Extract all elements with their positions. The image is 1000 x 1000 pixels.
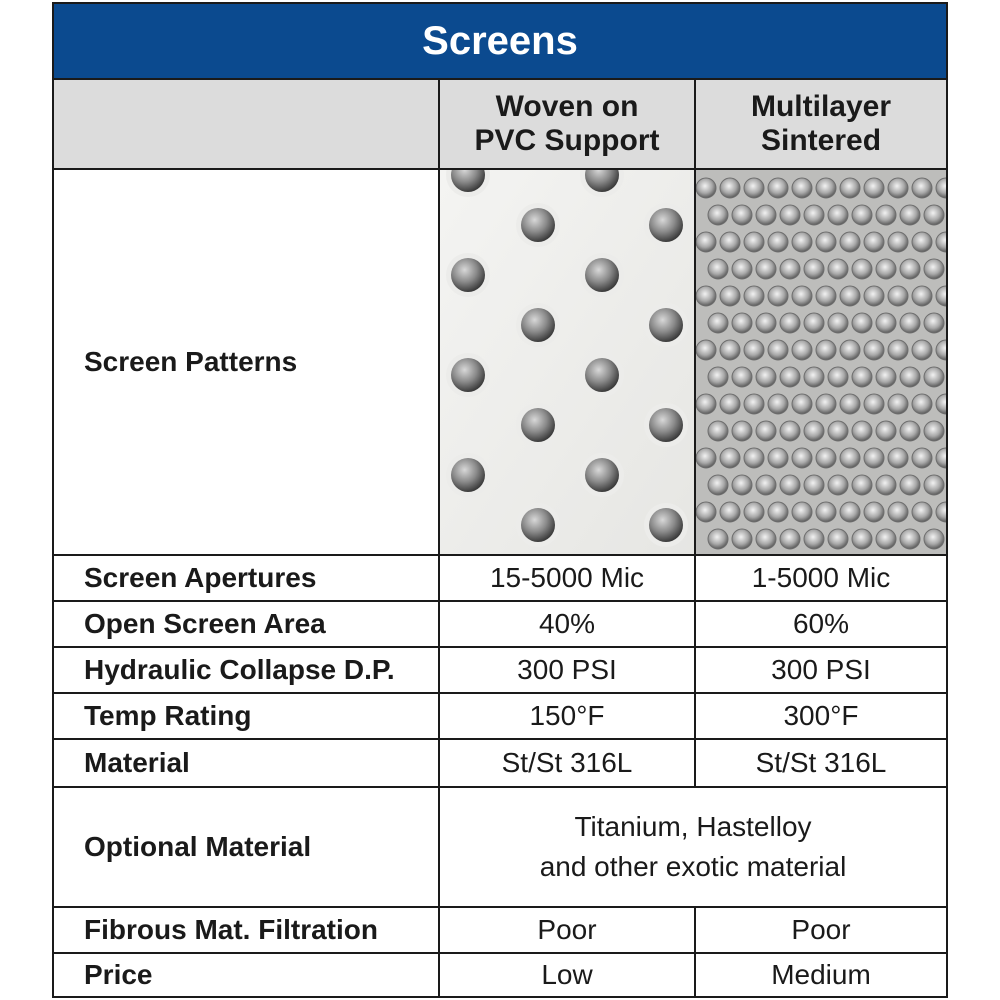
hole — [649, 308, 683, 342]
woven-value: St/St 316L — [440, 740, 696, 786]
mesh-hole — [720, 286, 740, 306]
row-label: Temp Rating — [54, 694, 440, 738]
hole — [521, 208, 555, 242]
mesh-hole — [816, 394, 836, 414]
mesh-hole — [768, 178, 788, 198]
optional-material-line2: and other exotic material — [539, 851, 847, 882]
mesh-hole — [804, 421, 824, 441]
mesh-hole — [696, 502, 716, 522]
mesh-hole — [888, 286, 908, 306]
mesh-hole — [852, 313, 872, 333]
sintered-background — [696, 170, 946, 554]
header-woven-line2: PVC Support — [474, 124, 660, 157]
table-row — [54, 694, 946, 740]
mesh-hole — [852, 421, 872, 441]
mesh-hole — [888, 178, 908, 198]
mesh-hole — [744, 448, 764, 468]
mesh-hole — [792, 448, 812, 468]
mesh-hole — [816, 232, 836, 252]
table-row — [54, 908, 946, 954]
mesh-hole — [864, 448, 884, 468]
header-multilayer — [696, 80, 946, 168]
mesh-hole — [720, 448, 740, 468]
mesh-hole — [744, 286, 764, 306]
mesh-hole — [900, 421, 920, 441]
mesh-hole — [780, 529, 800, 549]
mesh-hole — [708, 205, 728, 225]
mesh-hole — [828, 313, 848, 333]
mesh-hole — [888, 340, 908, 360]
mesh-hole — [816, 286, 836, 306]
mesh-hole — [732, 529, 752, 549]
mesh-hole — [900, 529, 920, 549]
hole — [521, 308, 555, 342]
mesh-hole — [912, 394, 932, 414]
header-multilayer-line1: Multilayer — [750, 90, 892, 123]
row-label: Screen Apertures — [54, 556, 440, 600]
mesh-hole — [744, 340, 764, 360]
mesh-hole — [732, 259, 752, 279]
mesh-hole — [840, 178, 860, 198]
mesh-hole — [780, 259, 800, 279]
sintered-value: Medium — [771, 959, 871, 990]
mesh-hole — [924, 205, 944, 225]
mesh-hole — [804, 313, 824, 333]
sintered-value: 300°F — [783, 700, 859, 731]
mesh-hole — [768, 340, 788, 360]
mesh-hole — [720, 232, 740, 252]
mesh-hole — [744, 178, 764, 198]
mesh-hole — [756, 529, 776, 549]
mesh-hole — [732, 367, 752, 387]
mesh-hole — [900, 313, 920, 333]
mesh-hole — [768, 448, 788, 468]
hole — [649, 208, 683, 242]
mesh-hole — [876, 475, 896, 495]
mesh-hole — [804, 475, 824, 495]
mesh-hole — [888, 394, 908, 414]
mesh-hole — [696, 340, 716, 360]
mesh-hole — [720, 340, 740, 360]
row-label: Optional Material — [54, 788, 440, 906]
mesh-hole — [924, 367, 944, 387]
mesh-hole — [816, 178, 836, 198]
table-row — [54, 602, 946, 648]
mesh-hole — [852, 259, 872, 279]
row-label: Material — [54, 740, 440, 786]
mesh-hole — [840, 340, 860, 360]
mesh-hole — [744, 394, 764, 414]
mesh-hole — [768, 286, 788, 306]
table-row — [54, 556, 946, 602]
hole — [451, 258, 485, 292]
mesh-hole — [876, 421, 896, 441]
mesh-hole — [876, 259, 896, 279]
mesh-hole — [816, 502, 836, 522]
sintered-value: Poor — [791, 914, 851, 945]
hole — [451, 358, 485, 392]
sintered-value: St/St 316L — [755, 747, 887, 778]
mesh-hole — [744, 232, 764, 252]
mesh-hole — [924, 313, 944, 333]
hole — [649, 508, 683, 542]
mesh-hole — [780, 367, 800, 387]
mesh-hole — [888, 448, 908, 468]
row-label: Fibrous Mat. Filtration — [54, 908, 440, 952]
mesh-hole — [756, 367, 776, 387]
header-multilayer-line2: Sintered — [760, 124, 882, 157]
mesh-hole — [876, 529, 896, 549]
mesh-hole — [876, 205, 896, 225]
mesh-hole — [864, 178, 884, 198]
woven-pattern-image — [440, 170, 696, 554]
mesh-hole — [912, 502, 932, 522]
mesh-hole — [852, 205, 872, 225]
mesh-hole — [864, 502, 884, 522]
mesh-hole — [720, 394, 740, 414]
mesh-hole — [780, 205, 800, 225]
mesh-hole — [912, 340, 932, 360]
mesh-hole — [828, 205, 848, 225]
mesh-hole — [888, 232, 908, 252]
mesh-hole — [768, 232, 788, 252]
mesh-hole — [912, 178, 932, 198]
mesh-hole — [900, 475, 920, 495]
mesh-hole — [708, 367, 728, 387]
mesh-hole — [912, 286, 932, 306]
mesh-hole — [804, 259, 824, 279]
mesh-hole — [696, 232, 716, 252]
hole — [585, 458, 619, 492]
hole — [521, 508, 555, 542]
sintered-value: 300 PSI — [771, 654, 871, 685]
mesh-hole — [720, 178, 740, 198]
mesh-hole — [924, 421, 944, 441]
table-row — [54, 954, 946, 996]
mesh-hole — [828, 529, 848, 549]
mesh-hole — [828, 421, 848, 441]
hole — [585, 258, 619, 292]
sintered-value: 60% — [792, 608, 850, 639]
mesh-hole — [840, 448, 860, 468]
mesh-hole — [732, 421, 752, 441]
mesh-hole — [828, 367, 848, 387]
mesh-hole — [720, 502, 740, 522]
optional-material-line1: Titanium, Hastelloy — [574, 811, 812, 842]
mesh-hole — [756, 313, 776, 333]
mesh-hole — [708, 259, 728, 279]
table-row — [54, 170, 946, 556]
mesh-hole — [780, 421, 800, 441]
mesh-hole — [792, 394, 812, 414]
mesh-hole — [924, 529, 944, 549]
mesh-hole — [828, 259, 848, 279]
mesh-hole — [864, 340, 884, 360]
mesh-hole — [696, 286, 716, 306]
woven-value: 15-5000 Mic — [440, 556, 696, 600]
row-label: Open Screen Area — [54, 602, 440, 646]
mesh-hole — [792, 178, 812, 198]
mesh-hole — [780, 313, 800, 333]
mesh-hole — [816, 448, 836, 468]
hole — [521, 408, 555, 442]
mesh-hole — [732, 205, 752, 225]
mesh-hole — [732, 475, 752, 495]
mesh-hole — [756, 205, 776, 225]
mesh-hole — [924, 475, 944, 495]
row-label: Hydraulic Collapse D.P. — [54, 648, 440, 692]
mesh-hole — [732, 313, 752, 333]
mesh-hole — [876, 313, 896, 333]
woven-value: 40% — [440, 602, 696, 646]
mesh-hole — [756, 421, 776, 441]
mesh-hole — [744, 502, 764, 522]
mesh-hole — [696, 178, 716, 198]
mesh-hole — [708, 529, 728, 549]
mesh-hole — [840, 286, 860, 306]
table-title: Screens — [54, 4, 946, 80]
mesh-hole — [696, 394, 716, 414]
header-woven — [440, 80, 696, 168]
mesh-hole — [804, 529, 824, 549]
mesh-hole — [900, 367, 920, 387]
mesh-hole — [708, 313, 728, 333]
mesh-hole — [852, 529, 872, 549]
woven-value: Low — [440, 954, 696, 996]
mesh-hole — [852, 475, 872, 495]
mesh-hole — [900, 205, 920, 225]
mesh-hole — [912, 448, 932, 468]
mesh-hole — [708, 475, 728, 495]
table-row — [54, 788, 946, 908]
mesh-hole — [756, 259, 776, 279]
mesh-hole — [792, 286, 812, 306]
mesh-hole — [840, 394, 860, 414]
mesh-hole — [696, 448, 716, 468]
mesh-hole — [912, 232, 932, 252]
mesh-hole — [864, 286, 884, 306]
mesh-hole — [768, 502, 788, 522]
mesh-hole — [840, 232, 860, 252]
mesh-hole — [708, 421, 728, 441]
header-row — [54, 80, 946, 170]
mesh-hole — [756, 475, 776, 495]
mesh-hole — [792, 232, 812, 252]
optional-material-value — [440, 788, 946, 906]
hole — [649, 408, 683, 442]
woven-value: 150°F — [440, 694, 696, 738]
mesh-hole — [864, 232, 884, 252]
sintered-pattern-image — [696, 170, 946, 554]
mesh-hole — [864, 394, 884, 414]
hole — [585, 358, 619, 392]
mesh-hole — [888, 502, 908, 522]
mesh-hole — [924, 259, 944, 279]
screens-table — [52, 2, 948, 998]
header-empty-cell — [54, 80, 440, 168]
mesh-hole — [816, 340, 836, 360]
mesh-hole — [828, 475, 848, 495]
sintered-value: 1-5000 Mic — [751, 562, 891, 593]
header-woven-line1: Woven on — [495, 90, 639, 123]
mesh-hole — [852, 367, 872, 387]
mesh-hole — [900, 259, 920, 279]
hole — [451, 458, 485, 492]
row-label: Price — [54, 954, 440, 996]
woven-value: 300 PSI — [440, 648, 696, 692]
mesh-hole — [804, 367, 824, 387]
mesh-hole — [804, 205, 824, 225]
mesh-hole — [792, 340, 812, 360]
mesh-hole — [792, 502, 812, 522]
mesh-hole — [780, 475, 800, 495]
table-row — [54, 740, 946, 788]
table-row — [54, 648, 946, 694]
woven-value: Poor — [440, 908, 696, 952]
mesh-hole — [768, 394, 788, 414]
row-label: Screen Patterns — [54, 170, 440, 554]
mesh-hole — [876, 367, 896, 387]
mesh-hole — [840, 502, 860, 522]
